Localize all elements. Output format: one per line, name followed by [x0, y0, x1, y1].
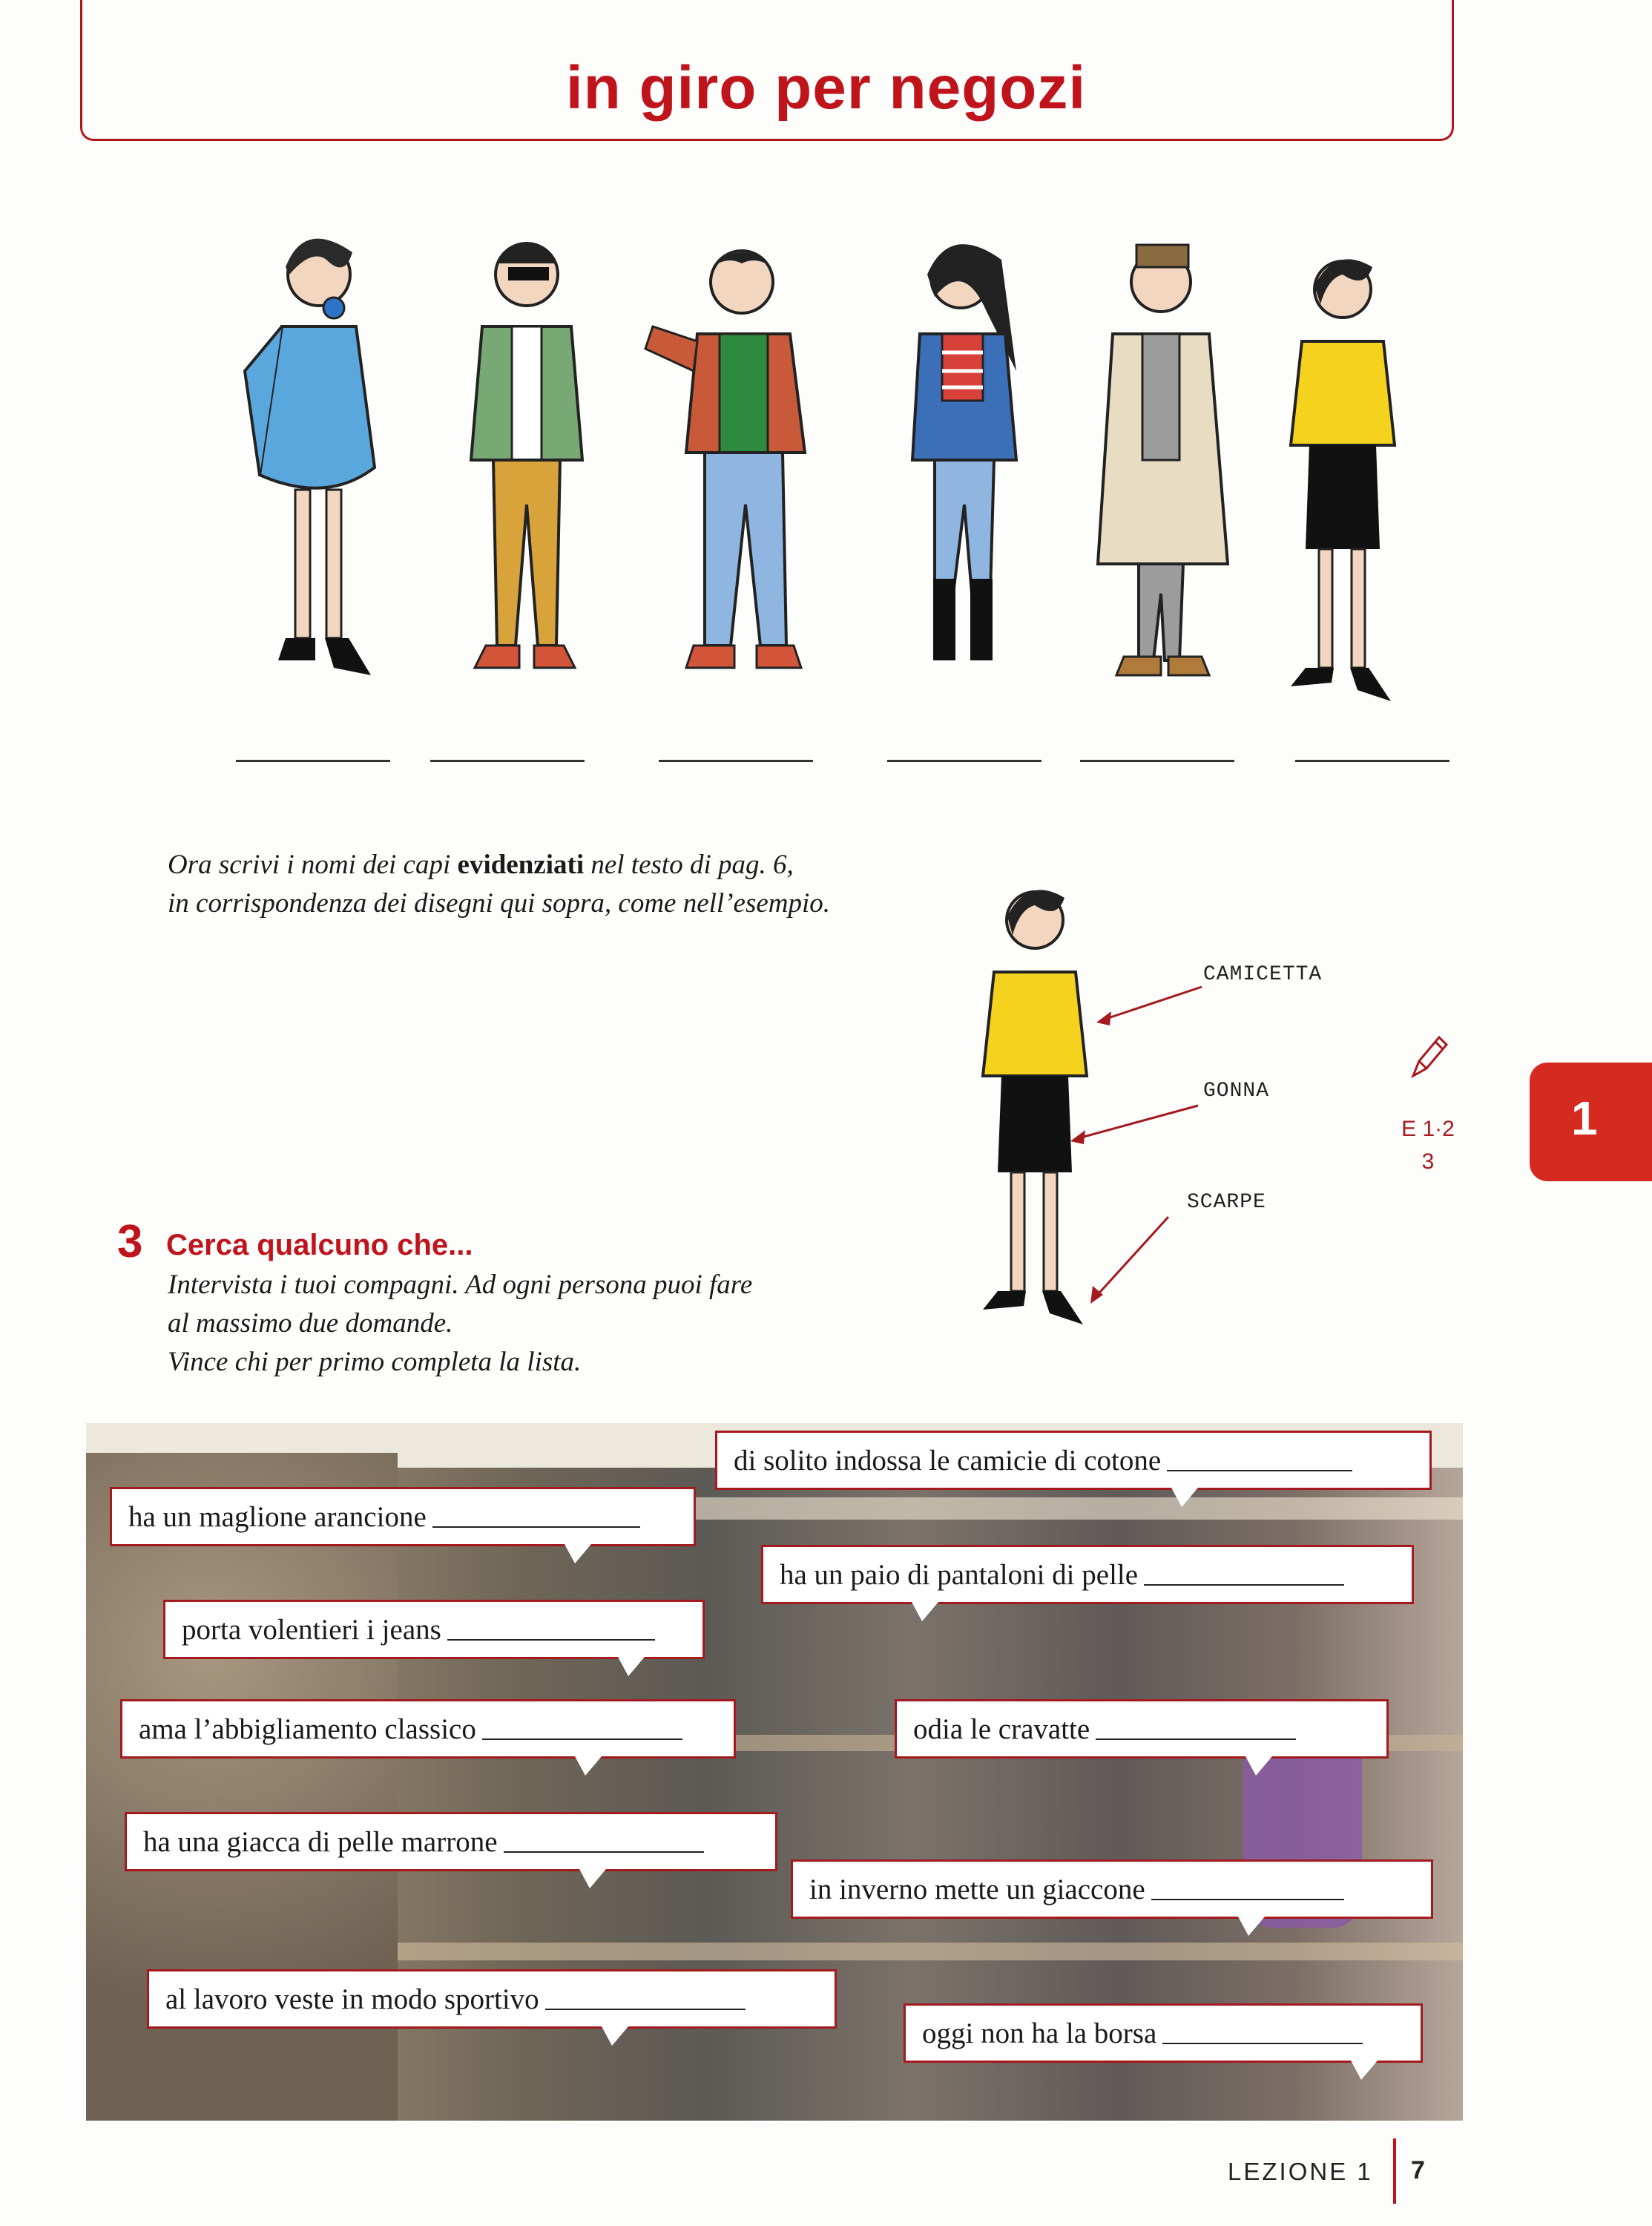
answer-line-1[interactable] — [236, 760, 390, 762]
answer-line-3[interactable] — [659, 760, 813, 762]
figure-man-red-jacket — [623, 223, 831, 712]
example-label-camicetta: CAMICETTA — [1203, 963, 1323, 986]
exercise-number: 3 — [117, 1216, 143, 1267]
example-figure-woman — [935, 861, 1217, 1336]
answer-line-5[interactable] — [1080, 760, 1234, 762]
bubble-cravatte[interactable]: odia le cravatte — [895, 1699, 1389, 1759]
answer-line-4[interactable] — [887, 760, 1041, 762]
activity-instructions: Ora scrivi i nomi dei capi evidenziati nel testo di pag. 6, in corrispondenza dei disegni qui sopra, come nell’esempio. — [168, 850, 831, 919]
figure-woman-blue-coat — [215, 223, 408, 712]
answer-line-2[interactable] — [430, 760, 585, 762]
bubble-jeans[interactable]: porta volentieri i jeans — [163, 1600, 705, 1659]
answer-line-6[interactable] — [1295, 760, 1449, 762]
bubble-modo-sportivo[interactable]: al lavoro veste in modo sportivo — [147, 1969, 837, 2029]
figure-man-trench-coat — [1068, 223, 1246, 712]
page-number: 7 — [1411, 2156, 1425, 2184]
bubble-giacca-pelle[interactable]: ha una giacca di pelle marrone — [125, 1812, 777, 1871]
exercise-reference: E 1·2 3 — [1401, 1117, 1455, 1174]
footer-lesson-label: LEZIONE 1 — [1228, 2158, 1373, 2185]
bubble-abbigliamento-classico[interactable]: ama l’abbigliamento classico — [120, 1699, 736, 1759]
figure-woman-yellow-blouse — [1261, 237, 1424, 712]
bubble-pantaloni-pelle[interactable]: ha un paio di pantaloni di pelle — [761, 1545, 1414, 1604]
exercise-instructions: Intervista i tuoi compagni. Ad ogni persona puoi fare al massimo due domande. Vince chi per primo completa la lista. — [168, 1270, 753, 1377]
bubble-camicie-cotone[interactable]: di solito indossa le camicie di cotone — [715, 1431, 1432, 1490]
lesson-tab: 1 — [1530, 1063, 1652, 1181]
example-label-gonna: GONNA — [1203, 1080, 1270, 1103]
pencil-icon — [1406, 1031, 1450, 1083]
bubble-giaccone[interactable]: in inverno mette un giaccone — [791, 1859, 1433, 1919]
figure-man-green-jacket — [445, 223, 608, 712]
figure-woman-striped-top — [875, 223, 1046, 712]
bubble-borsa[interactable]: oggi non ha la borsa — [904, 2003, 1423, 2063]
page-title: in giro per negozi — [565, 54, 1087, 122]
exercise-title: Cerca qualcuno che... — [166, 1229, 473, 1261]
example-label-scarpe: SCARPE — [1187, 1191, 1266, 1214]
footer-divider — [1393, 2138, 1396, 2204]
bubble-maglione-arancione[interactable]: ha un maglione arancione — [110, 1487, 696, 1546]
